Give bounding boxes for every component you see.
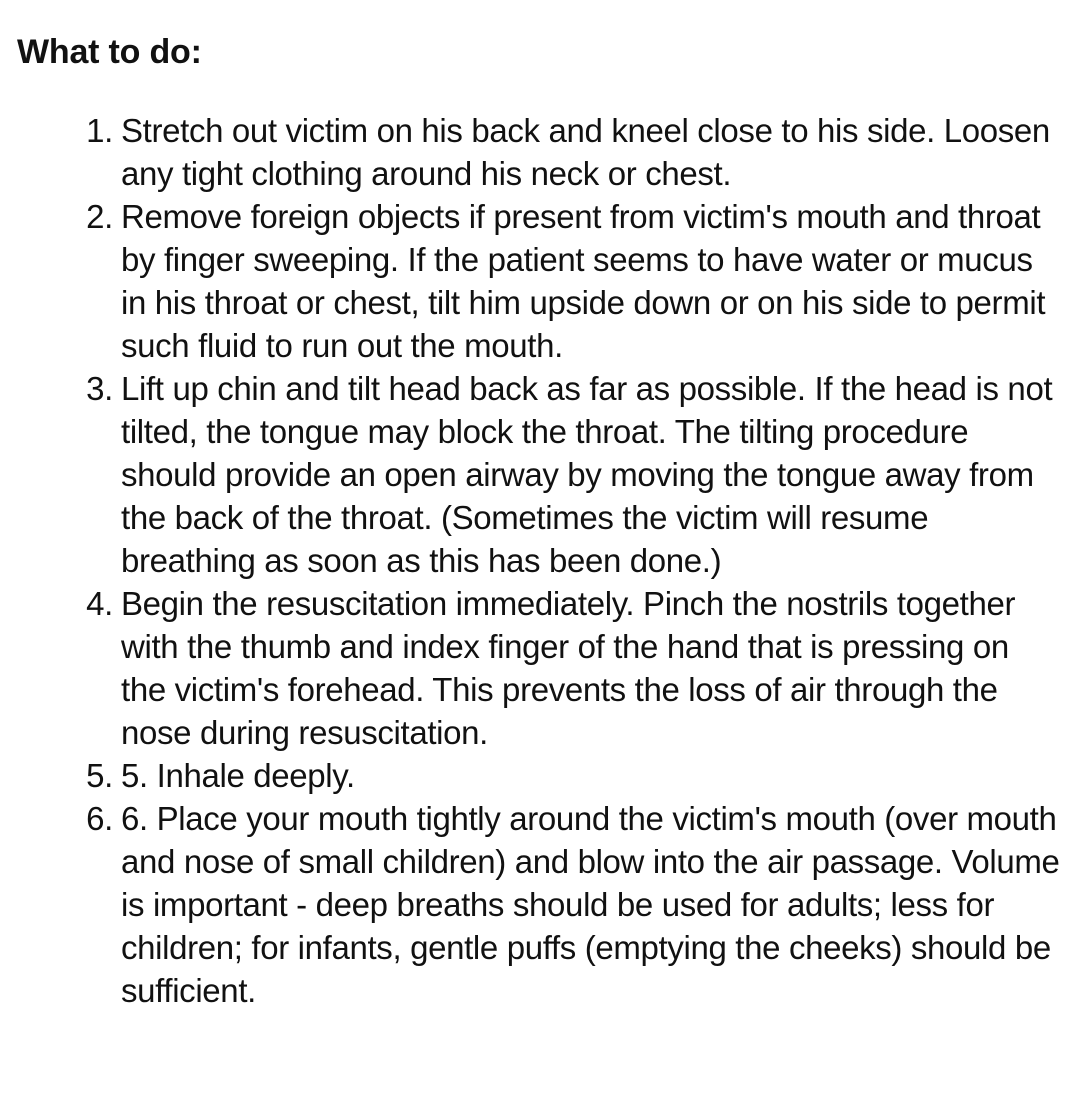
step-number: 5.	[86, 757, 113, 794]
step-item	[0, 195, 1066, 367]
step-text: Begin the resuscitation immediately. Pinch the nostrils together with the thumb and index finger of the hand that is pressing on the victim's forehead. This prevents the loss of air through the nose during resuscitation.	[121, 585, 1016, 751]
section-heading: What to do:	[17, 33, 202, 71]
step-item	[0, 109, 1066, 195]
step-number: 4.	[86, 585, 113, 622]
step-number: 3.	[86, 370, 113, 407]
step-item	[0, 797, 1066, 1012]
step-number: 6.	[86, 800, 113, 837]
step-item	[0, 754, 1066, 797]
step-text: Stretch out victim on his back and kneel close to his side. Loosen any tight clothing around his neck or chest.	[121, 112, 1050, 192]
step-item	[0, 582, 1066, 754]
step-text: 5. Inhale deeply.	[121, 757, 355, 794]
step-text: 6. Place your mouth tightly around the victim's mouth (over mouth and nose of small children) and blow into the air passage. Volume is important - deep breaths should be used for adults; less for children; for infants, gentle puffs (emptying the cheeks) should be sufficient.	[121, 800, 1060, 1009]
step-number: 1.	[86, 112, 113, 149]
step-number: 2.	[86, 198, 113, 235]
steps-list	[0, 109, 1066, 1012]
step-text: Remove foreign objects if present from victim's mouth and throat by finger sweeping. If the patient seems to have water or mucus in his throat or chest, tilt him upside down or on his side to permit such fluid to run out the mouth.	[121, 198, 1046, 364]
step-item	[0, 367, 1066, 582]
step-text: Lift up chin and tilt head back as far as possible. If the head is not tilted, the tongue may block the throat. The tilting procedure should provide an open airway by moving the tongue away from the back of the throat. (Sometimes the victim will resume breathing as soon as this has been done.)	[121, 370, 1053, 579]
